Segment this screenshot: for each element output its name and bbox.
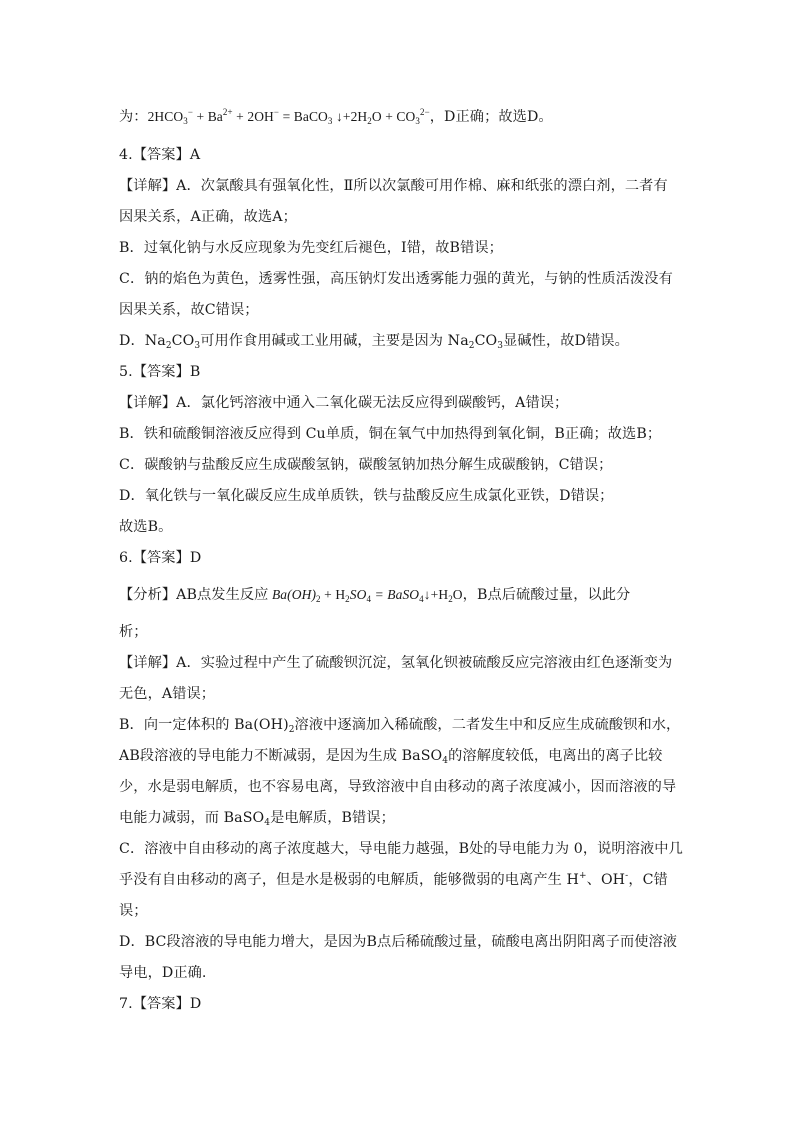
text: ，D正确；故选D。: [429, 109, 553, 125]
text: 显碱性，故D错误。: [503, 333, 629, 349]
line-equation-answer: [119, 107, 553, 127]
subscript: 4: [442, 756, 449, 766]
detail-line: [119, 715, 680, 735]
detail-line: [119, 808, 395, 828]
text: 为：: [119, 109, 148, 125]
text: D．Na: [119, 333, 166, 349]
subscript: 2: [165, 341, 172, 351]
superscript: −: [273, 107, 280, 117]
eq-part: ↓+H: [423, 587, 449, 602]
detail-line: C．碳酸钠与盐酸反应生成碳酸氢钠，碳酸氢钠加热分解生成碳酸钠，C错误；: [119, 457, 613, 473]
text: ，C错: [628, 872, 668, 888]
eq-part: = BaSO: [371, 587, 420, 602]
subscript: 3: [327, 116, 333, 126]
subscript: 3: [194, 341, 201, 351]
detail-line: B．过氧化钠与水反应现象为先变红后褪色，Ⅰ错，故B错误；: [119, 240, 503, 256]
answer-heading-7: 7.【答案】D: [119, 996, 202, 1012]
subscript: 3: [183, 116, 188, 126]
text: 、OH: [586, 872, 626, 888]
eq-part: + 2OH: [232, 109, 274, 124]
detail-line: 【详解】A．实验过程中产生了硫酸钡沉淀，氢氧化钡被硫酸反应完溶液由红色逐渐变为: [119, 655, 673, 671]
text: ，B点后硫酸过量，以此分: [462, 587, 631, 603]
text: 溶液中逐滴加入稀硫酸，二者发生中和反应生成硫酸钡和水，: [294, 717, 681, 733]
subscript: 2: [345, 594, 350, 604]
subscript: 3: [497, 341, 504, 351]
subscript: 2: [316, 594, 321, 604]
text: 的溶解度较低，电离出的离子比较: [448, 748, 663, 764]
text: 电能力减弱，而 BaSO: [119, 810, 265, 826]
eq-part: + H: [320, 587, 346, 602]
text: 是电解质，B错误；: [270, 810, 395, 826]
superscript: +: [579, 871, 587, 881]
subscript: 4: [264, 818, 271, 828]
detail-line: B．铁和硫酸铜溶液反应得到 Cu单质，铜在氧气中加热得到氧化铜，B正确；故选B；: [119, 426, 662, 442]
subscript: 2: [367, 116, 372, 126]
detail-line: 故选B。: [119, 519, 173, 535]
chemical-equation: [268, 587, 462, 602]
eq-part: ↓+2H: [332, 109, 368, 124]
superscript: 2+: [222, 107, 233, 117]
detail-line: 误；: [119, 903, 148, 919]
text: 乎没有自由移动的离子，但是水是极弱的电解质，能够微弱的电离产生 H: [119, 872, 579, 888]
analysis-line: 析；: [119, 624, 148, 640]
detail-line: 少，水是弱电解质，也不容易电离，导致溶液中自由移动的离子浓度减小，因而溶液的导: [119, 779, 677, 795]
text: AB段溶液的导电能力不断减弱，是因为生成 BaSO: [119, 748, 443, 764]
subscript: 2: [468, 341, 475, 351]
detail-line: 无色，A错误；: [119, 686, 216, 702]
text: 可用作食用碱或工业用碱，主要是因为 Na: [200, 333, 469, 349]
eq-part: = BaCO: [279, 109, 328, 124]
eq-part: 2HCO: [147, 109, 184, 124]
text: CO: [474, 333, 498, 349]
eq-part: O: [452, 587, 463, 602]
superscript: -: [625, 871, 629, 881]
text: 【分析】AB点发生反应: [119, 587, 269, 603]
superscript: −: [187, 107, 194, 117]
answer-heading-6: 6.【答案】D: [119, 550, 202, 566]
detail-line: 导电，D正确.: [119, 965, 207, 981]
eq-part: + Ba: [193, 109, 223, 124]
detail-line: 因果关系，故C错误；: [119, 302, 259, 318]
subscript: 4: [419, 594, 424, 604]
detail-line: 【详解】A．次氯酸具有强氧化性，Ⅱ所以次氯酸可用作棉、麻和纸张的漂白剂，二者有: [119, 178, 668, 194]
answer-heading-5: 5.【答案】B: [119, 364, 201, 380]
detail-line: 【详解】A．氯化钙溶液中通入二氧化碳无法反应得到碳酸钙，A错误；: [119, 395, 569, 411]
subscript: 4: [366, 594, 372, 604]
detail-line: D．氧化铁与一氧化碳反应生成单质铁，铁与盐酸反应生成氯化亚铁，D错误；: [119, 488, 614, 504]
detail-line: [119, 746, 662, 766]
eq-part: O + CO: [371, 109, 416, 124]
eq-part: (OH): [287, 587, 317, 602]
chemical-equation: [148, 109, 430, 124]
analysis-line: [119, 585, 630, 605]
superscript: 2−: [419, 107, 430, 117]
text: B．向一定体积的 Ba(OH): [119, 717, 289, 733]
detail-line: C．钠的焰色为黄色，透雾性强，高压钠灯发出透雾能力强的黄光，与钠的性质活泼没有: [119, 271, 673, 287]
answer-heading-4: 4.【答案】A: [119, 147, 201, 163]
detail-line: D．BC段溶液的导电能力增大，是因为B点后稀硫酸过量，硫酸电离出阴阳离子而使溶液: [119, 934, 678, 950]
subscript: 2: [288, 725, 295, 735]
text: CO: [171, 333, 195, 349]
detail-line: [119, 870, 668, 890]
subscript: 2: [448, 594, 453, 604]
detail-line-na2co3: [119, 331, 629, 351]
detail-line: 因果关系，A正确，故选A；: [119, 209, 297, 225]
eq-part: SO: [349, 587, 367, 602]
eq-part: Ba: [271, 587, 288, 602]
subscript: 3: [415, 116, 420, 126]
detail-line: C．溶液中自由移动的离子浓度越大，导电能力越强，B处的导电能力为 0，说明溶液中几: [119, 841, 683, 857]
